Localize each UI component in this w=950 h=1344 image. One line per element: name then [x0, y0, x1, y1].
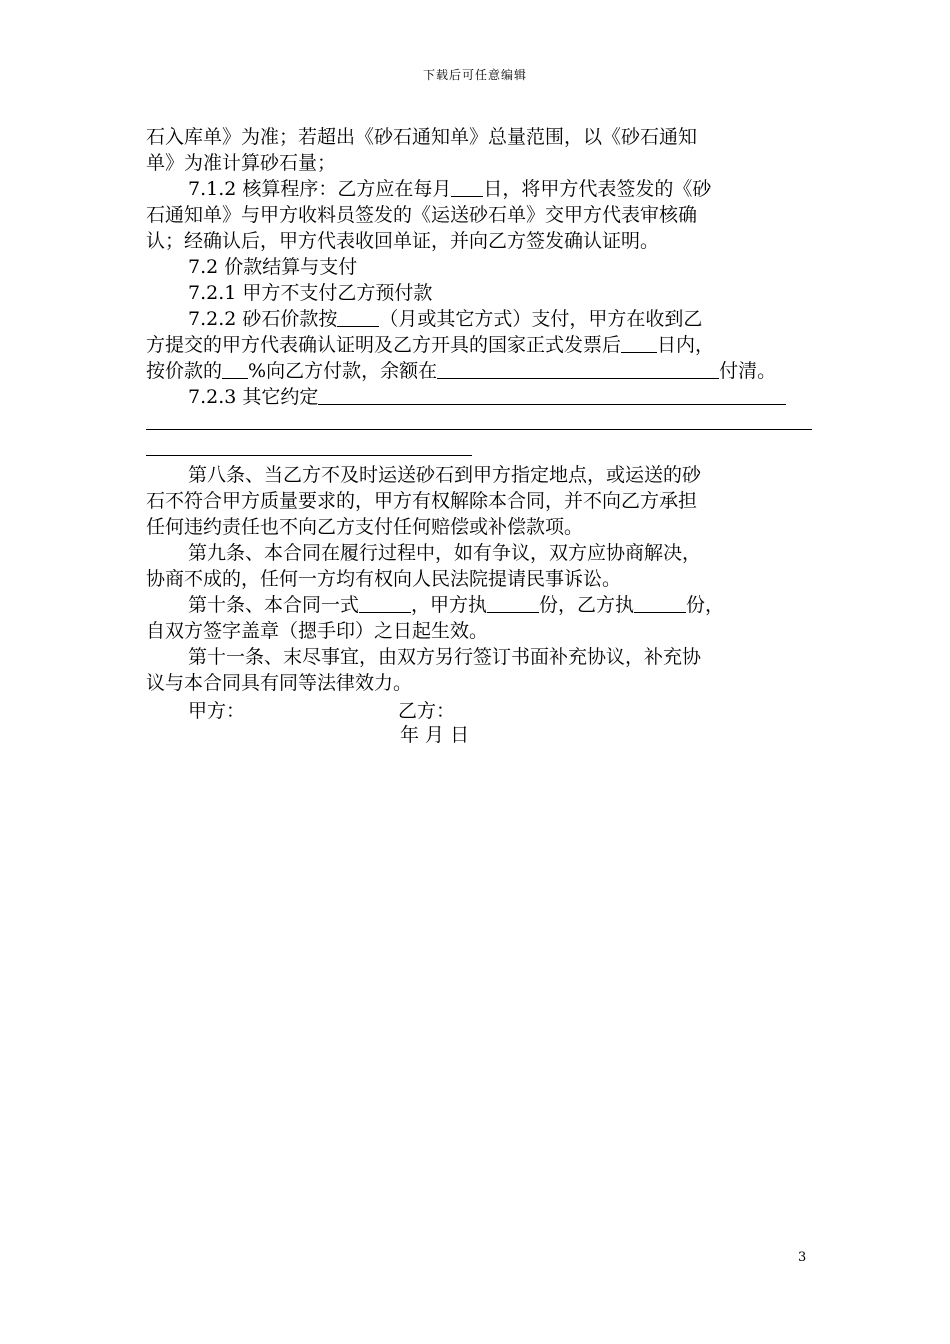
text-line: 石不符合甲方质量要求的，甲方有权解除本合同，并不向乙方承担: [146, 490, 698, 512]
party-b-signature-label: 乙方：: [398, 700, 456, 722]
blank-underline: [337, 308, 379, 327]
clause-7-1-2: 7.1.2 核算程序：乙方应在每月 日，将甲方代表签发的《砂: [188, 178, 712, 200]
clause-7-2: 7.2 价款结算与支付: [188, 256, 358, 278]
article-8: 第八条、当乙方不及时运送砂石到甲方指定地点，或运送的砂: [188, 464, 702, 486]
party-a-signature-label: 甲方：: [188, 700, 246, 722]
blank-underline: [359, 594, 411, 613]
blank-underline: [634, 594, 686, 613]
article-10: 第十条、本合同一式 ，甲方执 份，乙方执 份，: [188, 594, 725, 616]
blank-underline: [318, 386, 786, 405]
page-header: 下载后可任意编辑: [422, 68, 527, 82]
contract-body: [146, 124, 812, 696]
clause-7-2-3: 7.2.3 其它约定: [146, 384, 812, 410]
text-line: 按价款的 %向乙方付款，余额在 付清。: [146, 360, 777, 382]
blank-underline: [451, 178, 483, 197]
article-11: 第十一条、末尽事宜，由双方另行签订书面补充协议，补充协: [188, 646, 702, 668]
article-9: 第九条、本合同在履行过程中，如有争议，双方应协商解决，: [188, 542, 702, 564]
text-line: 自双方签字盖章（摁手印）之日起生效。: [146, 620, 489, 642]
text-line: 任何违约责任也不向乙方支付任何赔偿或补偿款项。: [146, 516, 584, 538]
clause-7-2-1: 7.2.1 甲方不支付乙方预付款: [188, 282, 433, 304]
blank-underline: [621, 334, 657, 353]
blank-underline: [222, 360, 248, 379]
clause-7-2-2: 7.2.2 砂石价款按 （月或其它方式）支付，甲方在收到乙: [188, 308, 703, 330]
text-line: 协商不成的，任何一方均有权向人民法院提请民事诉讼。: [146, 568, 622, 590]
blank-underline: [437, 360, 719, 379]
text-line: 方提交的甲方代表确认证明及乙方开具的国家正式发票后 日内，: [146, 334, 715, 356]
signature-date: 年 月 日: [400, 724, 470, 746]
text-line: 认；经确认后，甲方代表收回单证，并向乙方签发确认证明。: [146, 230, 660, 252]
blank-line: [146, 410, 812, 436]
text-line: 单》为准计算砂石量；: [146, 152, 337, 174]
text-line: 议与本合同具有同等法律效力。: [146, 672, 413, 694]
text-line: 石通知单》与甲方收料员签发的《运送砂石单》交甲方代表审核确: [146, 204, 698, 226]
blank-line: [146, 436, 812, 462]
page-number: 3: [798, 1250, 807, 1265]
blank-underline: [487, 594, 539, 613]
text-line: 石入库单》为准；若超出《砂石通知单》总量范围，以《砂石通知: [146, 126, 698, 148]
